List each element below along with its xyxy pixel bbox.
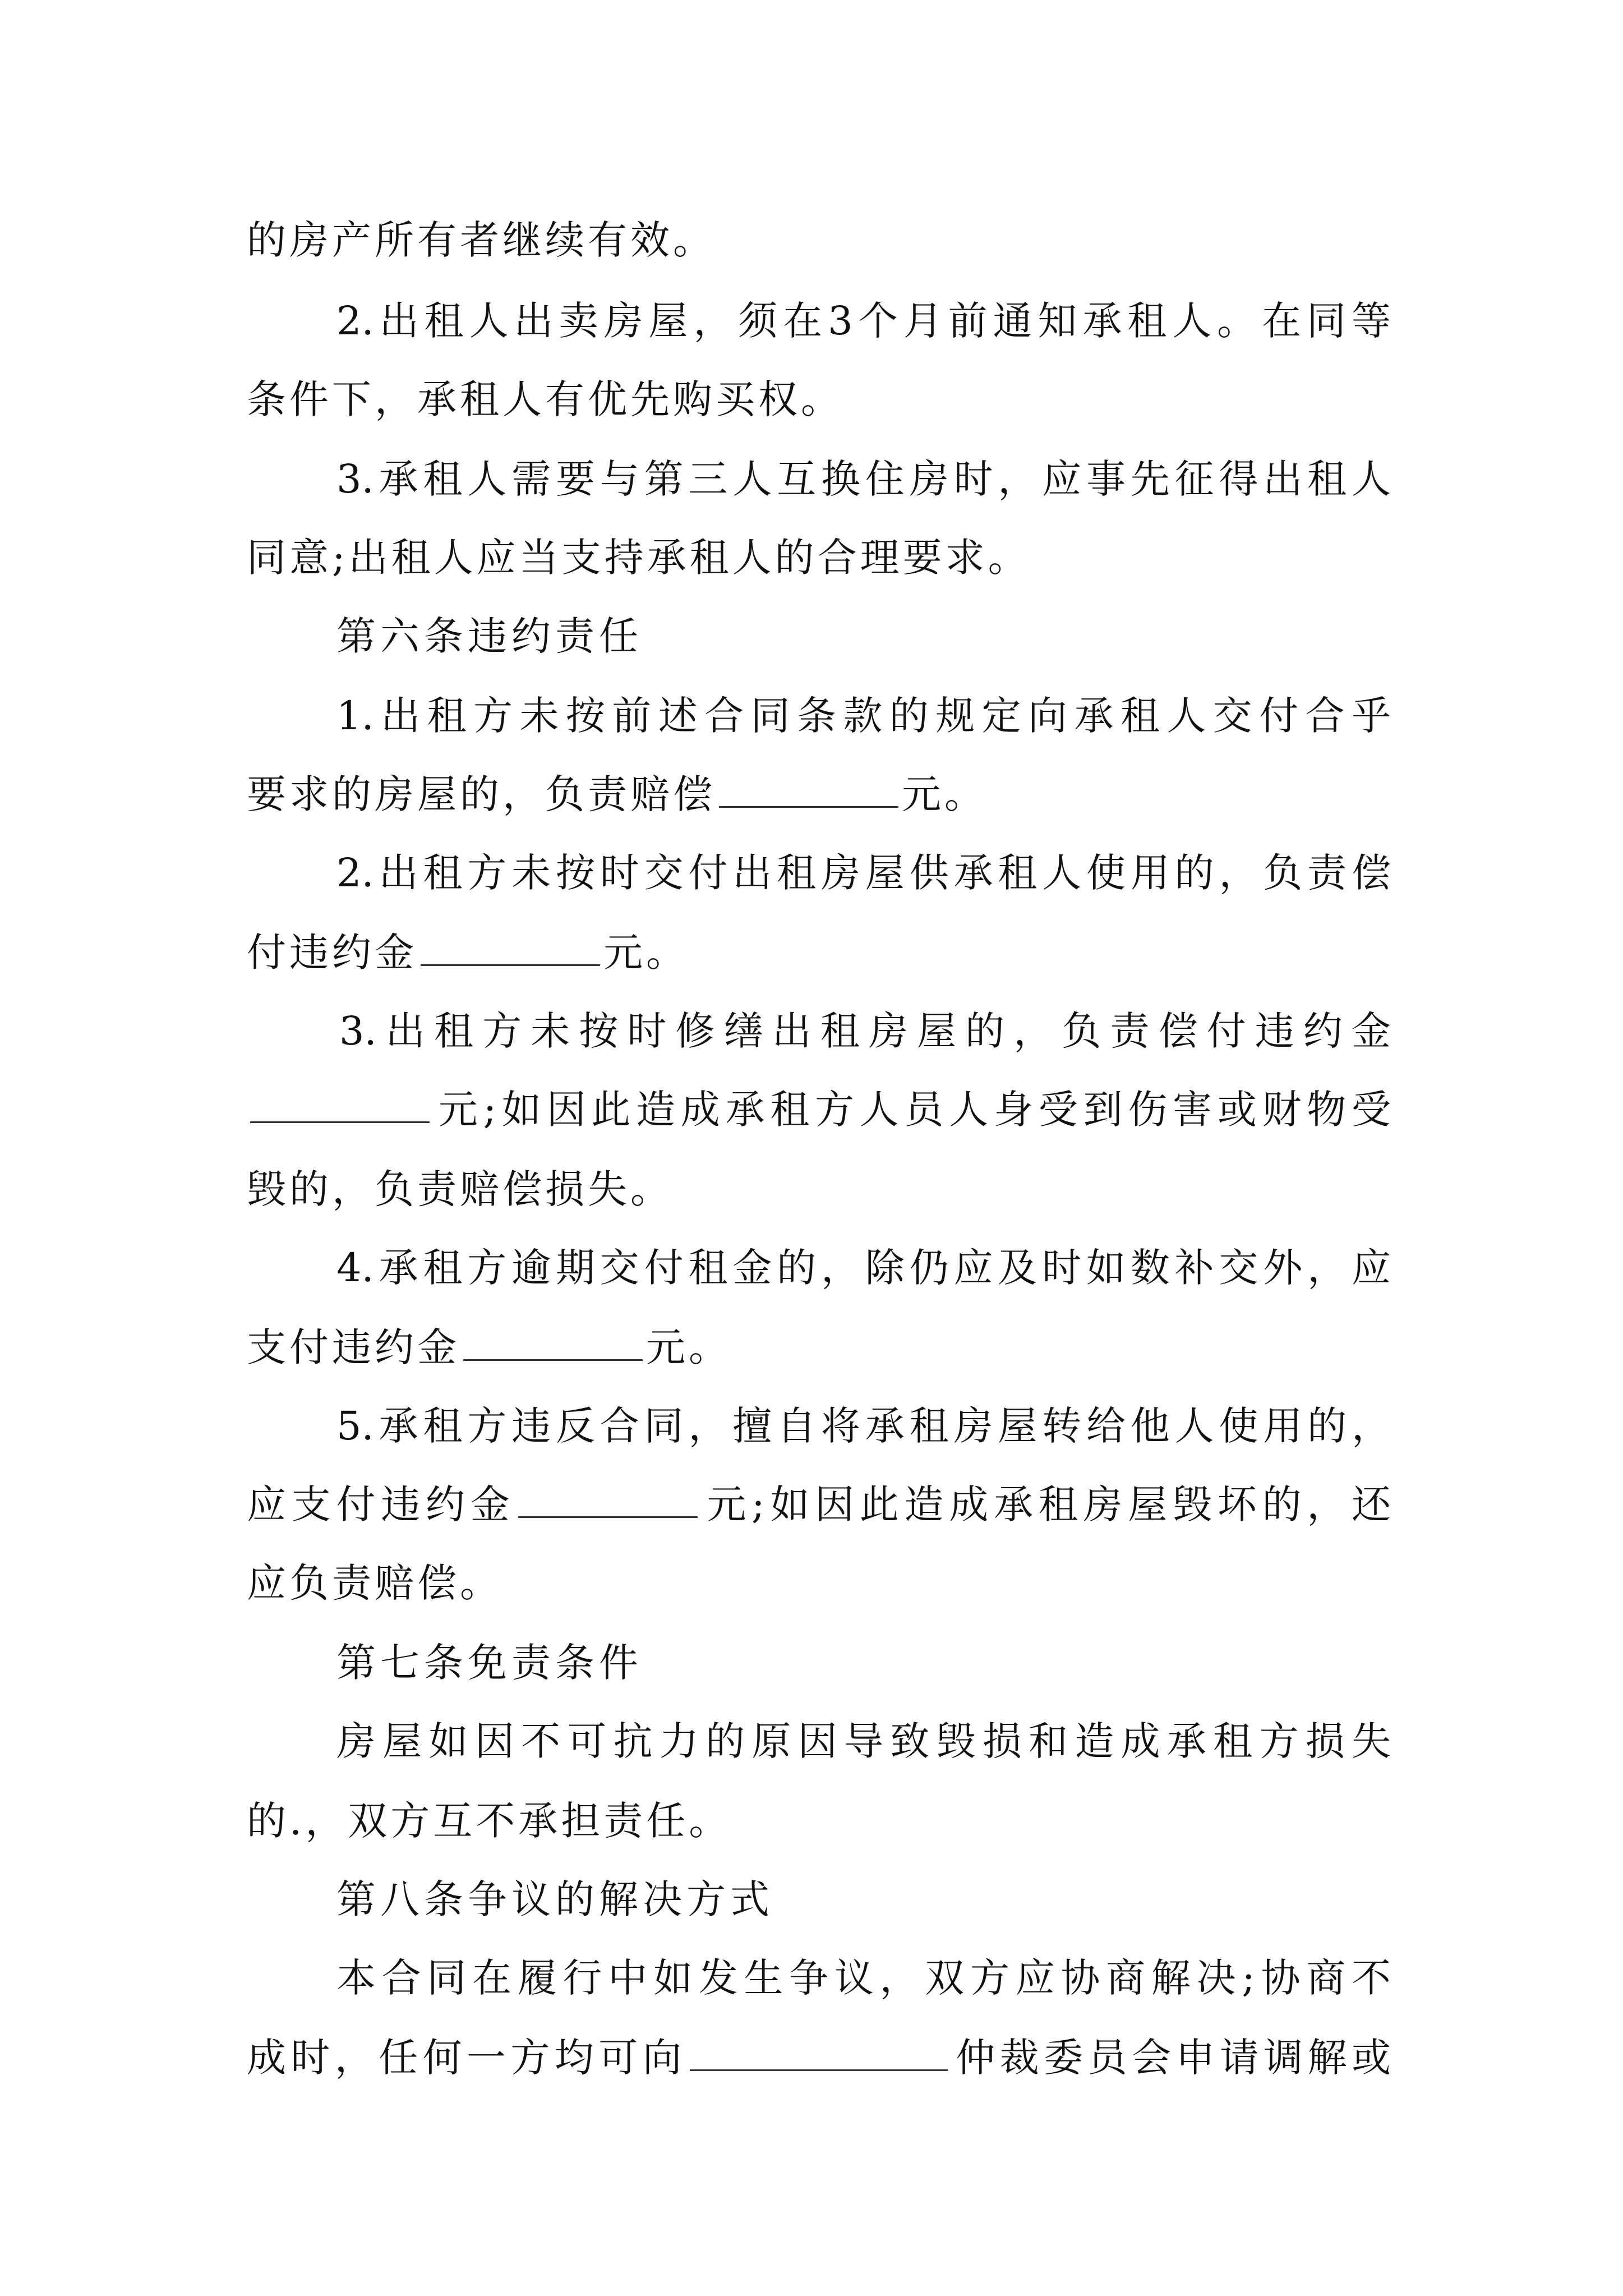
text-line-7 (336, 682, 1391, 749)
line-text: 3.出租方未按时修缮出租房屋的，负责偿付违约金 (339, 1008, 1391, 1054)
line-text: 的房产所有者继续有效。 (247, 217, 716, 263)
section-heading-8 (336, 1866, 774, 1933)
line-text: 要求的房屋的，负责赔偿 (247, 771, 716, 817)
line-text: 元。 (646, 1324, 731, 1370)
text-line-9 (336, 839, 1391, 907)
line-text: 元;如因此造成承租方人员人身受到伤害或财物受 (433, 1087, 1391, 1133)
line-text: 毁的，负责赔偿损失。 (247, 1166, 673, 1212)
line-text: 2.出租方未按时交付出租房屋供承租人使用的，负责偿 (336, 850, 1391, 896)
fill-in-blank (421, 925, 600, 966)
line-text: 5.承租方违反合同，擅自将承租房屋转给他人使用的， (336, 1403, 1391, 1449)
line-text: 支付违约金 (247, 1324, 460, 1370)
text-line-17 (247, 1471, 1391, 1538)
line-text: 的.，双方互不承担责任。 (247, 1798, 732, 1844)
text-line-19 (336, 1708, 1391, 1775)
text-line-3 (247, 366, 1391, 433)
text-line-1 (247, 206, 1391, 274)
line-text: 元;如因此造成承租房屋毁坏的，还 (701, 1481, 1391, 1527)
line-text: 成时，任何一方均可向 (247, 2035, 686, 2081)
text-line-11 (339, 997, 1391, 1065)
line-text: 仲裁委员会申请调解或 (951, 2035, 1391, 2081)
text-line-21 (336, 1944, 1391, 2012)
fill-in-blank (690, 2030, 948, 2071)
text-line-18 (247, 1549, 1391, 1617)
text-line-8 (247, 761, 1391, 828)
text-line-22 (247, 2024, 1391, 2091)
line-text: 房屋如因不可抗力的原因导致毁损和造成承租方损失 (336, 1718, 1391, 1764)
text-line-12 (247, 1076, 1391, 1143)
line-text: 元。 (603, 930, 689, 976)
heading-text: 第六条违约责任 (336, 613, 643, 659)
line-text: 同意;出租人应当支持承租人的合理要求。 (247, 535, 1031, 581)
fill-in-blank (463, 1320, 643, 1361)
fill-in-blank (719, 767, 898, 808)
line-text: 3.承租人需要与第三人互换住房时，应事先征得出租人 (336, 456, 1391, 502)
line-text: 付违约金 (247, 930, 417, 976)
line-text: 元。 (902, 771, 987, 817)
line-text: 应负责赔偿。 (247, 1560, 502, 1606)
line-text: 4.承租方逾期交付租金的，除仍应及时如数补交外，应 (336, 1245, 1391, 1291)
heading-text: 第七条免责条件 (336, 1640, 643, 1686)
line-text: 本合同在履行中如发生争议，双方应协商解决;协商不 (336, 1955, 1391, 2001)
text-line-10 (247, 919, 1391, 986)
text-line-14 (336, 1234, 1391, 1301)
text-line-20 (247, 1787, 1391, 1855)
fill-in-blank (518, 1477, 698, 1518)
line-text: 2.出租人出卖房屋，须在3个月前通知承租人。在同等 (336, 298, 1391, 344)
line-text: 1.出租方未按前述合同条款的规定向承租人交付合乎 (336, 693, 1391, 739)
text-line-2 (336, 287, 1391, 355)
text-line-5 (247, 524, 1391, 591)
section-heading-7 (336, 1629, 643, 1696)
text-line-15 (247, 1314, 1391, 1381)
text-line-16 (336, 1392, 1391, 1460)
line-text: 条件下，承租人有优先购买权。 (247, 376, 843, 422)
text-line-4 (336, 445, 1391, 513)
heading-text: 第八条争议的解决方式 (336, 1876, 774, 1922)
section-heading-6 (336, 602, 643, 670)
line-text: 应支付违约金 (247, 1481, 515, 1527)
text-line-13 (247, 1156, 1391, 1223)
fill-in-blank (250, 1082, 430, 1123)
